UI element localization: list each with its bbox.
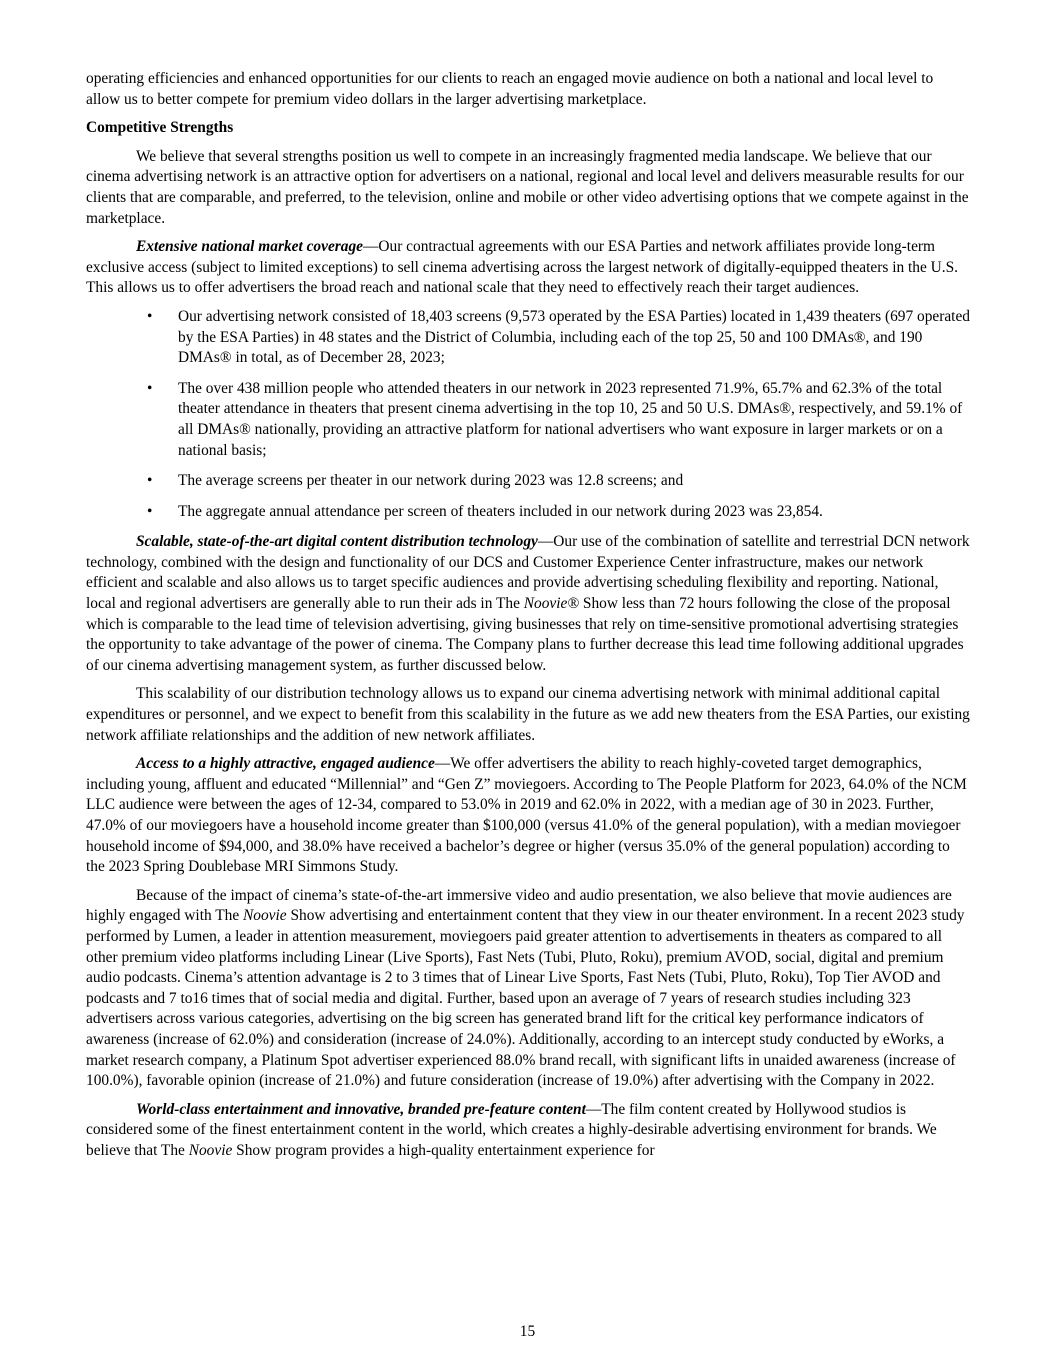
audience-text: —We offer advertisers the ability to reach highly-coveted target demographics, including young, affluent and educated “Millennial” and “Gen Z” moviegoers. According to The People Platform for 2023, 64.0% of the NCM LLC audience were between the ages of 12-34, compared to 53.0% in 2019 and 62.0% in 2022, with a median age of 30 in 2023. Further, 47.0% of our moviegoers have a household income greater than $100,000 (versus 41.0% of the general population), with a median moviegoer household income of $94,000, and 38.0% have received a bachelor’s degree or higher (versus 35.0% of the general population) according to the 2023 Spring Doublebase MRI Simmons Study. [86, 755, 967, 876]
scalable-paragraph [86, 532, 970, 676]
coverage-paragraph [86, 237, 970, 299]
attention-paragraph [86, 886, 970, 1092]
world-class-paragraph [86, 1100, 970, 1162]
section-heading: Competitive Strengths [86, 119, 234, 137]
page-number: 15 [519, 1323, 536, 1340]
coverage-text: —Our contractual agreements with our ESA Parties and network affiliates provide long-term exclusive access (subject to limited exceptions) to sell cinema advertising across the largest network of digitally-equipped theaters in the U.S. This allows us to offer advertisers the broad reach and national scale that they need to effectively reach their target audiences. [86, 238, 959, 297]
document-page [86, 69, 970, 1170]
noovie-brand: Noovie [188, 1141, 233, 1159]
coverage-lead: Extensive national market coverage [136, 238, 363, 256]
scalable-text-a: —Our use of the combination of satellite and terrestrial DCN network technology, combined with the design and functionality of our DCS and Customer Experience Center infrastructure, makes our network efficient and scalable and also allows us to target specific audiences and provide advertising scheduling flexibility and reporting. National, local and regional advertisers are generally able to run their ads in The [86, 533, 970, 613]
audience-lead: Access to a highly attractive, engaged audience [136, 755, 435, 773]
world-class-text-b: Show program provides a high-quality entertainment experience for [232, 1141, 655, 1159]
noovie-brand: Noovie [243, 907, 287, 925]
scalability-paragraph: This scalability of our distribution technology allows us to expand our cinema advertising network with minimal additional capital expenditures or personnel, and we expect to benefit from this scalability in the future as we add new theaters from the ESA Parties, our existing network affiliate relationships and the addition of new network affiliates. [86, 685, 970, 744]
bullet-item: • The over 438 million people who attended theaters in our network in 2023 represented 71.9%, 65.7% and 62.3% of the total theater attendance in theaters that present cinema advertising in the top 10, 25 and 50 U.S. DMAs®, respectively, and 59.1% of all DMAs® nationally, providing an attractive platform for national advertisers who want exposure in larger markets or on a national basis; [86, 379, 970, 461]
coverage-bullet-list [86, 307, 970, 522]
bullet-item: • The aggregate annual attendance per screen of theaters included in our network during 2023 was 23,854. [86, 502, 970, 523]
bullet-item: • The average screens per theater in our network during 2023 was 12.8 screens; and [86, 471, 970, 492]
section-intro-paragraph: We believe that several strengths position us well to compete in an increasingly fragmented media landscape. We believe that our cinema advertising network is an attractive option for advertisers on a national, regional and local level and delivers measurable results for our clients that are comparable, and preferred, to the television, online and mobile or other video advertising options that we compete against in the marketplace. [86, 147, 969, 227]
scalable-text-b: Show less than 72 hours following the close of the proposal which is comparable to the lead time of television advertising, giving businesses that rely on time-sensitive promotional advertising strategies the opportunity to take advantage of the power of cinema. The Company plans to further decrease this lead time following additional upgrades of our cinema advertising management system, as further discussed below. [86, 595, 964, 674]
attention-text-b: Show advertising and entertainment content that they view in our theater environment. In a recent 2023 study performed by Lumen, a leader in attention measurement, moviegoers paid greater attention to advertisements in theaters as compared to all other premium video platforms including Linear (Live Sports), Fast Nets (Tubi, Pluto, Roku), premium AVOD, social, digital and premium audio podcasts. Cinema’s attention advantage is 2 to 3 times that of Linear Live Sports, Fast Nets (Tubi, Pluto, Roku), Top Tier AVOD and podcasts and 7 to16 times that of social media and digital. Further, based upon an average of 7 years of research studies including 323 advertisers across various categories, advertising on the big screen has generated brand lift for the critical key performance indicators of awareness (increase of 62.0%) and consideration (increase of 24.0%). Additionally, according to an intercept study conducted by eWorks, a market research company, a Platinum Spot advertiser experienced 88.0% brand recall, with significant lifts in unaided awareness (increase of 100.0%), favorable opinion (increase of 21.0%) and future consideration (increase of 19.0%) after advertising with the Company in 2022. [86, 907, 965, 1090]
world-class-text-a: —The film content created by Hollywood studios is considered some of the finest entertainment content in the world, which creates a highly-desirable advertising environment for brands. We believe that The [86, 1100, 937, 1159]
bullet-item: • Our advertising network consisted of 18,403 screens (9,573 operated by the ESA Parties) located in 1,439 theaters (697 operated by the ESA Parties) in 48 states and the District of Columbia, including each of the top 25, 50 and 100 DMAs®, and 190 DMAs® in total, as of December 28, 2023; [86, 307, 970, 369]
world-class-lead: World-class entertainment and innovative, branded pre-feature content [136, 1100, 586, 1118]
attention-text-a: Because of the impact of cinema’s state-of-the-art immersive video and audio presentation, we also believe that movie audiences are highly engaged with The [86, 886, 952, 925]
audience-paragraph [86, 754, 970, 878]
noovie-brand: Noovie® [523, 595, 580, 613]
intro-tail-paragraph: operating efficiencies and enhanced opportunities for our clients to reach an engaged movie audience on both a national and local level to allow us to better compete for premium video dollars in the larger advertising marketplace. [86, 70, 934, 108]
scalable-lead: Scalable, state-of-the-art digital content distribution technology [136, 533, 538, 551]
